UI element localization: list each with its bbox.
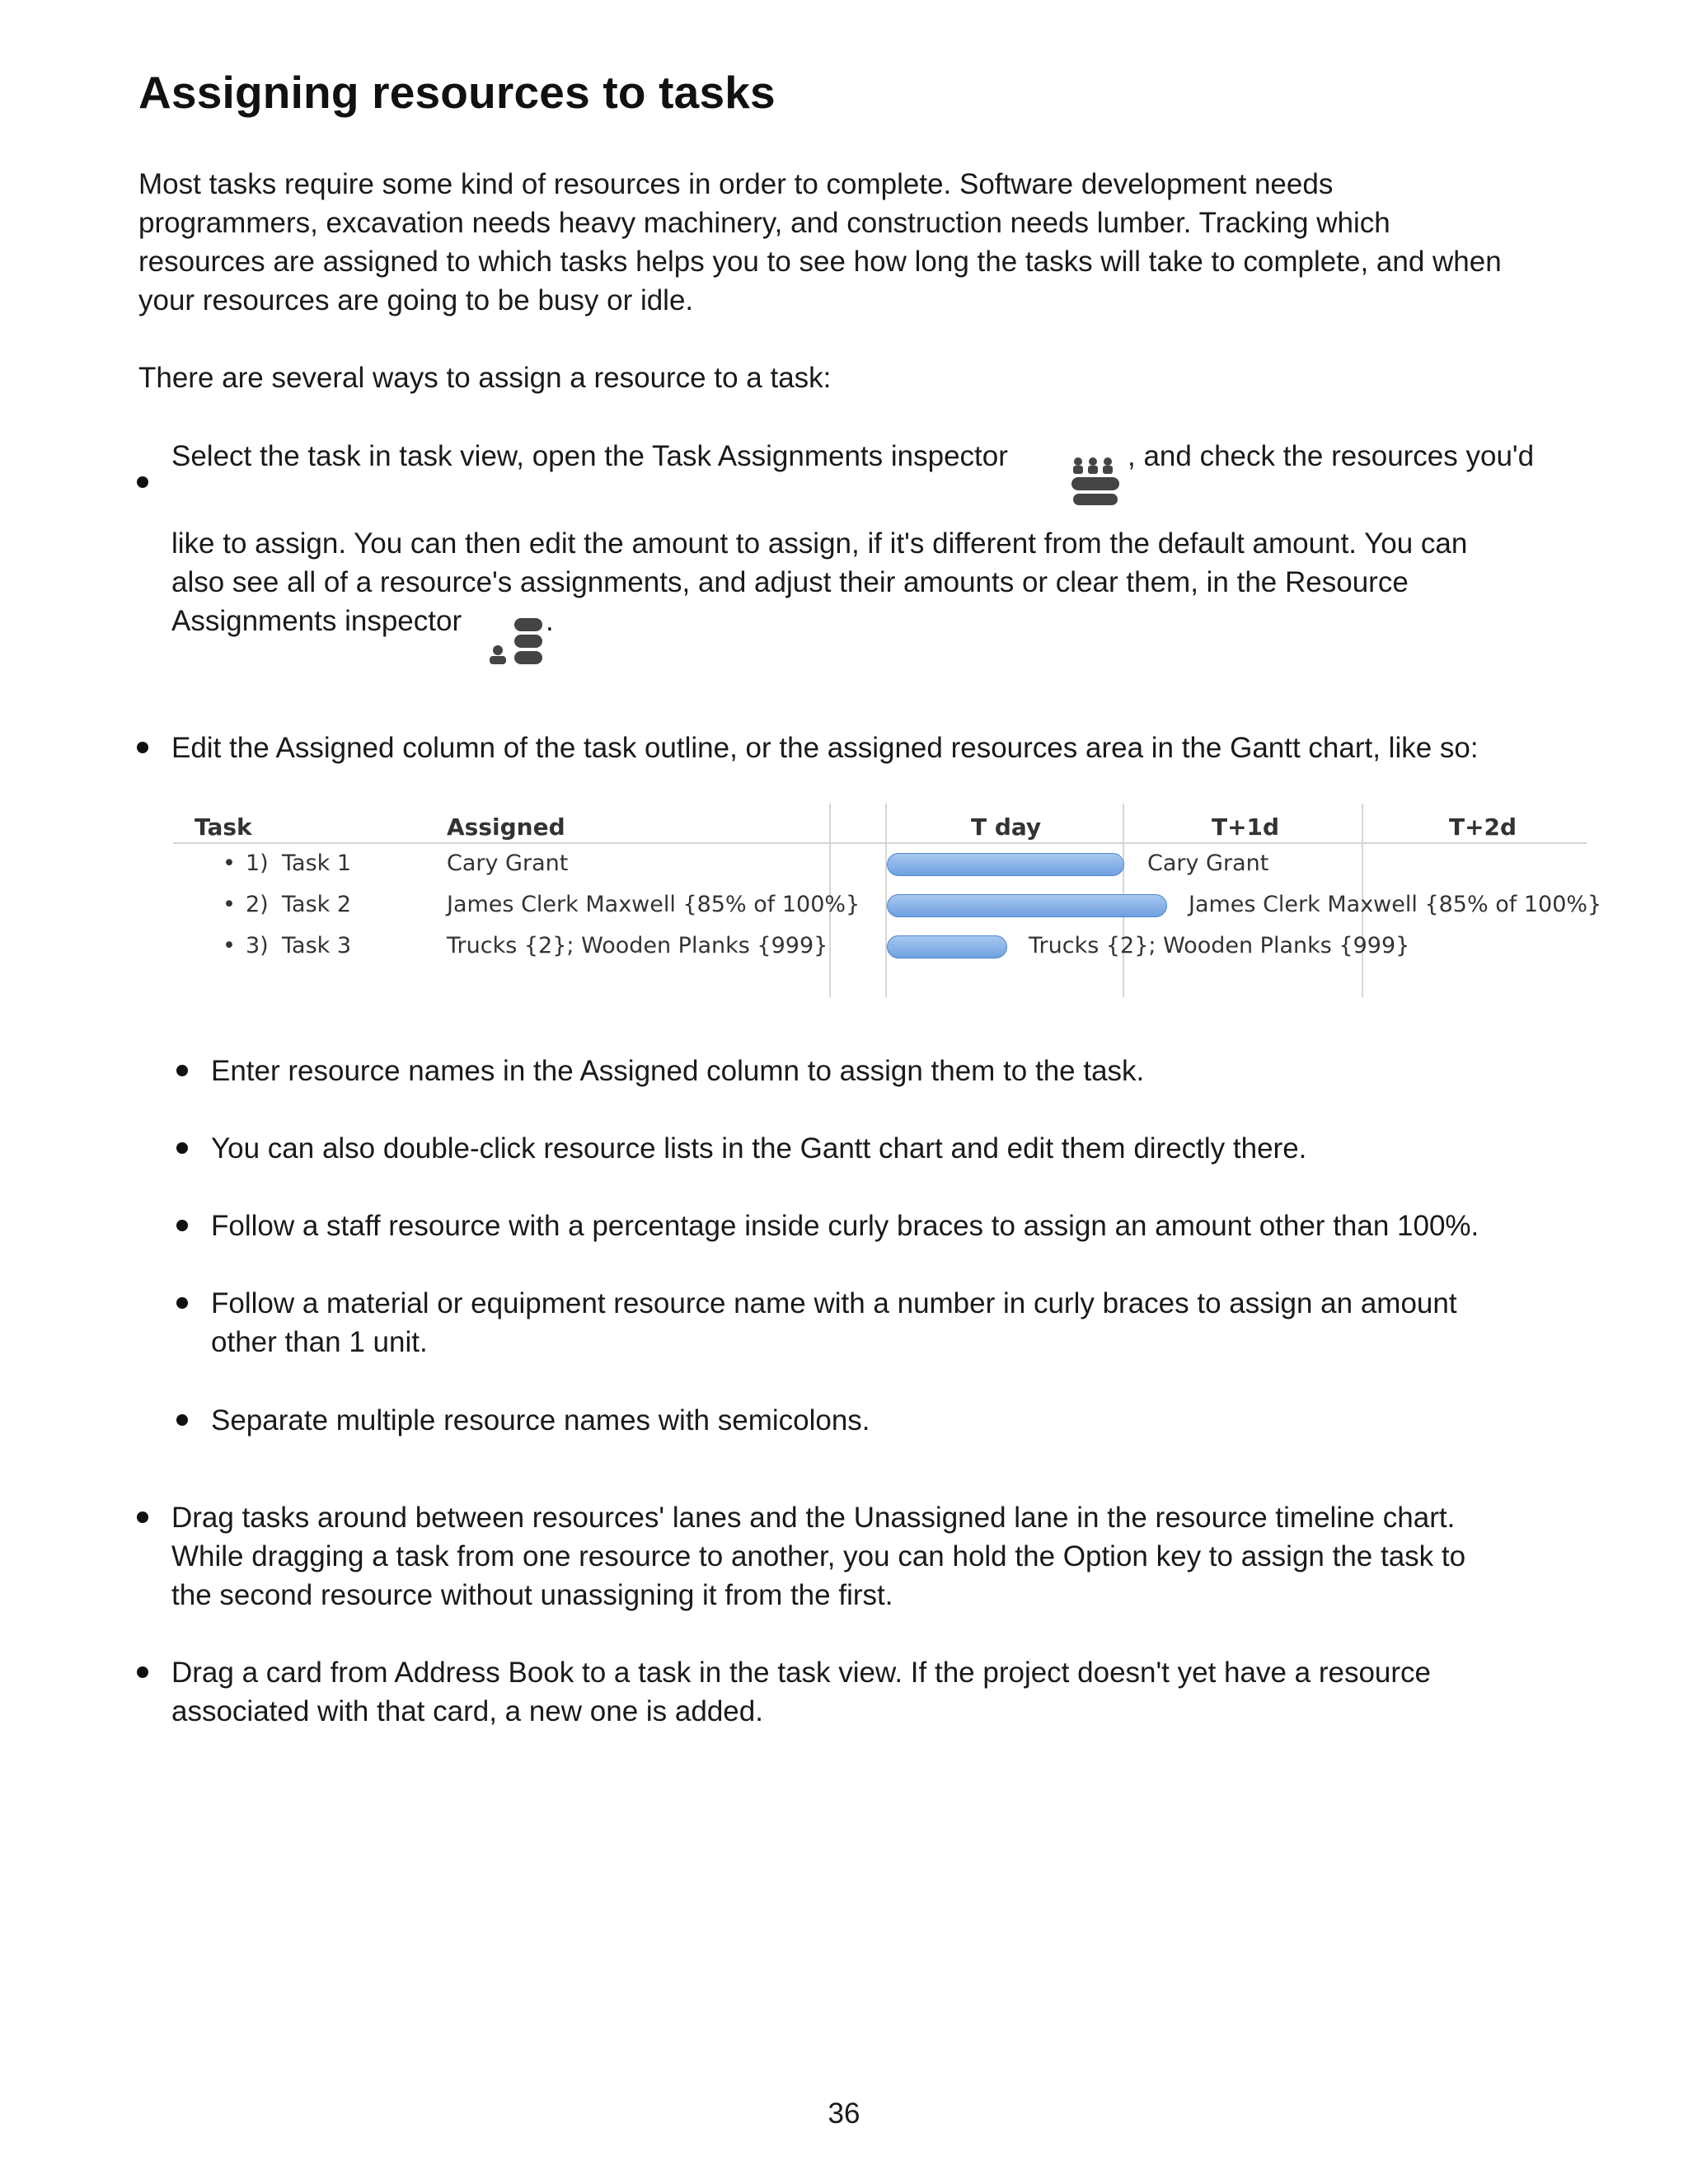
- bullet-dot: [137, 742, 148, 753]
- row-assigned[interactable]: James Clerk Maxwell {85% of 100%}: [447, 892, 860, 917]
- gantt-bar-task-2[interactable]: [887, 894, 1167, 917]
- page-number: 36: [828, 2097, 860, 2130]
- bullet-dot: [176, 1414, 188, 1426]
- intro-line: resources are assigned to which tasks helps you to see how long the tasks will take to complete, and when: [138, 246, 1502, 278]
- row-task-name[interactable]: Task 1: [282, 851, 352, 876]
- sub-bullet-text: Follow a staff resource with a percentage inside curly braces to assign an amount other than 100%.: [211, 1210, 1479, 1242]
- bullet3-line: Drag tasks around between resources' lanes and the Unassigned lane in the resource timeline chart.: [171, 1502, 1456, 1534]
- header-divider: [173, 842, 1587, 844]
- row-bullet: •: [223, 892, 236, 917]
- sub-bullet-text: You can also double-click resource lists in the Gantt chart and edit them directly there.: [211, 1132, 1307, 1165]
- sub-bullet-text: other than 1 unit.: [211, 1326, 428, 1358]
- bullet1-line4-a: Assignments inspector: [171, 605, 462, 637]
- bullet3-line: the second resource without unassigning it from the first.: [171, 1579, 893, 1611]
- bullet1-line4-b: .: [546, 605, 554, 637]
- row-task-name[interactable]: Task 2: [282, 892, 352, 917]
- row-number: 1): [246, 851, 269, 876]
- bullet-dot: [176, 1220, 188, 1231]
- bullet-dot: [137, 1511, 148, 1523]
- row-task-name[interactable]: Task 3: [282, 933, 352, 958]
- row-assigned[interactable]: Trucks {2}; Wooden Planks {999}: [447, 933, 828, 958]
- bullet2-text: Edit the Assigned column of the task outline, or the assigned resources area in the Gantt chart, like so:: [171, 732, 1479, 764]
- sub-bullet-text: Follow a material or equipment resource name with a number in curly braces to assign an amount: [211, 1287, 1457, 1319]
- bar-resource-label[interactable]: James Clerk Maxwell {85% of 100%}: [1189, 892, 1602, 917]
- bullet1-line2: like to assign. You can then edit the amount to assign, if it's different from the default amount. You can: [171, 527, 1468, 560]
- bullet1-line3: also see all of a resource's assignments, and adjust their amounts or clear them, in the Resource: [171, 566, 1409, 598]
- bullet-dot: [137, 1666, 148, 1678]
- intro-line: Most tasks require some kind of resources in order to complete. Software development needs: [138, 168, 1334, 200]
- header-assigned: Assigned: [447, 813, 565, 841]
- header-t-plus-1d: T+1d: [1212, 813, 1280, 841]
- bullet-dot: [176, 1142, 188, 1154]
- bullet4-line: Drag a card from Address Book to a task in the task view. If the project doesn't yet have a resource: [171, 1657, 1432, 1689]
- bullet4-line: associated with that card, a new one is added.: [171, 1695, 763, 1727]
- header-task: Task: [195, 813, 252, 841]
- bullet1-line1-b: , and check the resources you'd: [1128, 440, 1535, 472]
- bullet1-line1-a: Select the task in task view, open the Task Assignments inspector: [171, 440, 1008, 472]
- row-number: 2): [246, 892, 269, 917]
- gantt-figure: [173, 804, 1602, 1001]
- bullet-dot: [176, 1065, 188, 1076]
- bar-resource-label[interactable]: Cary Grant: [1147, 851, 1269, 876]
- intro-line: programmers, excavation needs heavy machinery, and construction needs lumber. Tracking which: [138, 207, 1390, 239]
- gantt-bar-task-3[interactable]: [887, 935, 1007, 958]
- bullet3-line: While dragging a task from one resource to another, you can hold the Option key to assign the task to: [171, 1540, 1466, 1572]
- header-t-plus-2d: T+2d: [1449, 813, 1517, 841]
- column-divider: [885, 804, 887, 997]
- sub-bullet-text: Separate multiple resource names with semicolons.: [211, 1404, 870, 1436]
- sub-bullet-text: Enter resource names in the Assigned column to assign them to the task.: [211, 1055, 1145, 1087]
- row-number: 3): [246, 933, 269, 958]
- row-bullet: •: [223, 851, 236, 876]
- bar-resource-label[interactable]: Trucks {2}; Wooden Planks {999}: [1029, 933, 1410, 958]
- bullet-dot: [176, 1297, 188, 1309]
- intro-line: your resources are going to be busy or idle.: [138, 284, 694, 316]
- row-assigned[interactable]: Cary Grant: [447, 851, 569, 876]
- task-assignments-inspector-icon: [1068, 455, 1128, 506]
- row-bullet: •: [223, 933, 236, 958]
- gantt-bar-task-1[interactable]: [887, 853, 1124, 876]
- bullet-dot: [137, 476, 148, 488]
- header-t-day: T day: [971, 813, 1042, 841]
- ways-intro: There are several ways to assign a resource to a task:: [138, 362, 832, 394]
- resource-assignments-inspector-icon: [485, 616, 551, 674]
- page-title: Assigning resources to tasks: [138, 67, 776, 118]
